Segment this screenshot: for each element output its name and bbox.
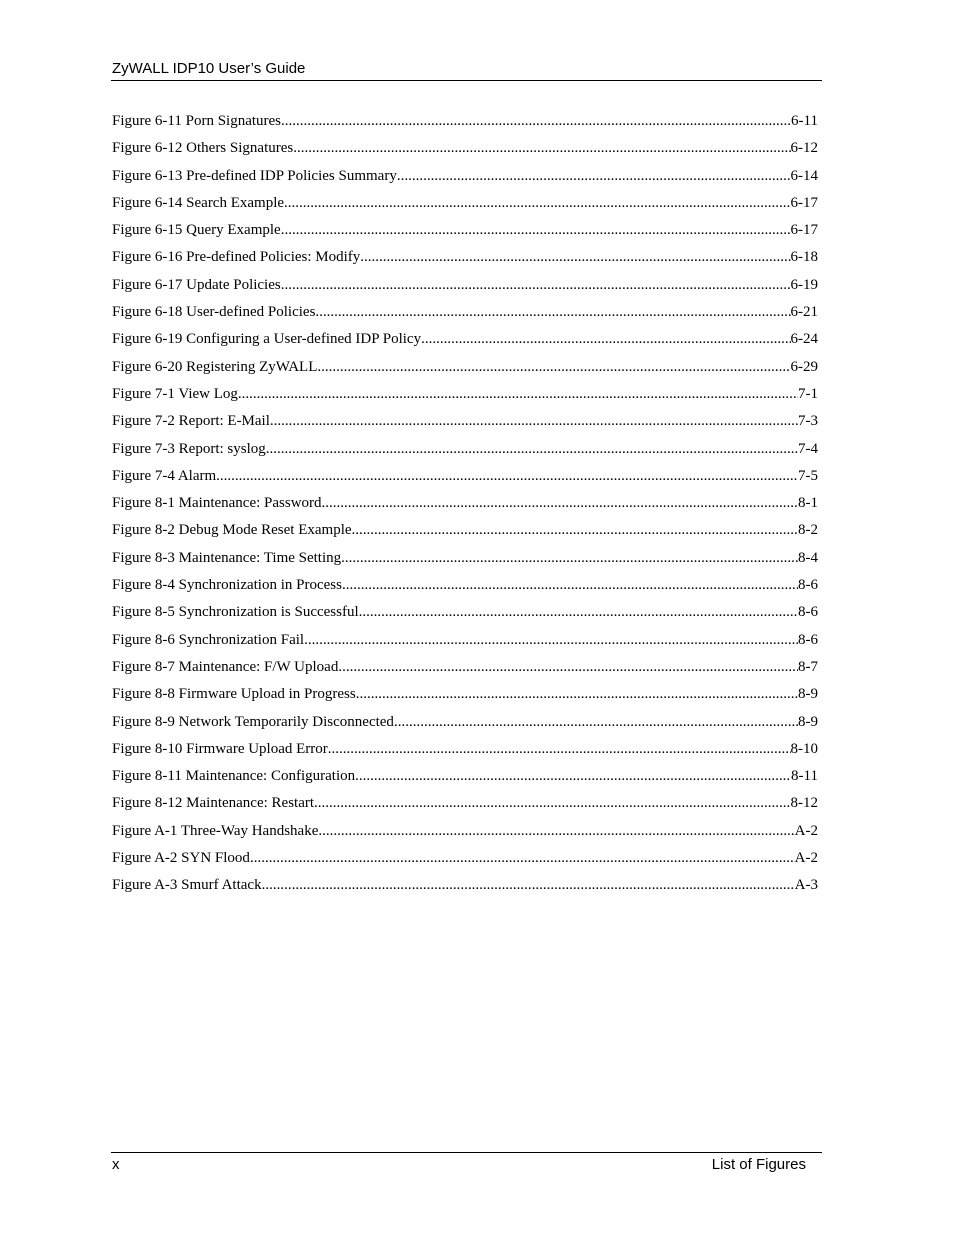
toc-entry-page: 8-6: [798, 631, 818, 648]
toc-entry-page: 8-10: [790, 740, 818, 757]
dot-leader: [352, 520, 798, 540]
toc-entry-title: Figure 8-6 Synchronization Fail: [112, 631, 305, 648]
toc-entry-page: 7-1: [798, 385, 818, 402]
dot-leader: [338, 657, 798, 677]
toc-entry-title: Figure 6-19 Configuring a User-defined IDP Policy: [112, 331, 422, 348]
dot-leader: [342, 575, 798, 595]
dot-leader: [262, 875, 795, 895]
toc-entry-page: 8-2: [798, 522, 818, 539]
toc-entry-page: 8-12: [790, 795, 818, 812]
page-number: x: [112, 1156, 120, 1173]
toc-entry-title: Figure 7-4 Alarm: [112, 467, 217, 484]
footer-divider: [111, 1152, 822, 1153]
dot-leader: [270, 411, 798, 431]
dot-leader: [341, 548, 798, 568]
toc-entry-page: 6-24: [790, 331, 818, 348]
toc-entry-page: 7-3: [798, 413, 818, 430]
toc-entry-title: Figure 8-5 Synchronization is Successful: [112, 604, 359, 621]
toc-entry[interactable]: [112, 138, 818, 165]
toc-entry-title: Figure 6-13 Pre-defined IDP Policies Summary: [112, 167, 397, 184]
dot-leader: [356, 684, 798, 704]
toc-entry-title: Figure 8-12 Maintenance: Restart: [112, 795, 315, 812]
dot-leader: [397, 166, 791, 186]
toc-entry-page: 7-4: [798, 440, 818, 457]
toc-entry-page: 6-11: [791, 113, 818, 129]
toc-entry[interactable]: [112, 848, 818, 875]
dot-leader: [394, 712, 798, 732]
dot-leader: [281, 220, 791, 240]
dot-leader: [328, 739, 791, 759]
dot-leader: [284, 193, 790, 213]
toc-entry-title: Figure 6-18 User-defined Policies: [112, 304, 316, 321]
toc-entry-page: 8-6: [798, 604, 818, 621]
footer-section-title: List of Figures: [711, 1156, 806, 1173]
toc-entry-page: 7-5: [798, 467, 818, 484]
dot-leader: [250, 848, 795, 868]
toc-entry-title: Figure 6-14 Search Example: [112, 194, 285, 211]
toc-entry-title: Figure 6-12 Others Signatures: [112, 140, 294, 157]
toc-entry-title: Figure 7-3 Report: syslog: [112, 440, 266, 457]
toc-entry[interactable]: [112, 466, 818, 493]
toc-entry-title: Figure 6-20 Registering ZyWALL: [112, 358, 318, 375]
dot-leader: [318, 821, 794, 841]
toc-entry-page: 6-14: [790, 167, 818, 184]
toc-entry-page: 6-21: [790, 304, 818, 321]
dot-leader: [314, 793, 790, 813]
toc-entry-page: 6-12: [790, 140, 818, 157]
dot-leader: [281, 275, 791, 295]
toc-entry-page: 6-29: [790, 358, 818, 375]
toc-entry[interactable]: [112, 684, 818, 711]
dot-leader: [322, 493, 798, 513]
dot-leader: [304, 630, 798, 650]
toc-entry[interactable]: [112, 329, 818, 356]
toc-entry-title: Figure 8-4 Synchronization in Process: [112, 577, 342, 594]
toc-entry-title: Figure 8-9 Network Temporarily Disconnected: [112, 713, 394, 730]
dot-leader: [293, 138, 790, 158]
toc-entry[interactable]: [112, 193, 818, 220]
toc-entry-page: 6-17: [790, 194, 818, 211]
dot-leader: [359, 602, 798, 622]
toc-entry-page: 8-9: [798, 713, 818, 730]
toc-entry[interactable]: [112, 302, 818, 329]
toc-entry[interactable]: [112, 712, 818, 739]
toc-entry-title: Figure 6-15 Query Example: [112, 222, 281, 239]
toc-entry-title: Figure 7-2 Report: E-Mail: [112, 413, 270, 430]
toc-entry-title: Figure 8-3 Maintenance: Time Setting: [112, 549, 342, 566]
toc-entry-title: Figure A-1 Three-Way Handshake: [112, 822, 319, 839]
toc-entry-page: A-2: [794, 850, 818, 867]
dot-leader: [315, 302, 790, 322]
dot-leader: [421, 329, 790, 349]
dot-leader: [281, 111, 791, 131]
toc-entry[interactable]: [112, 357, 818, 384]
toc-entry[interactable]: [112, 493, 818, 520]
dot-leader: [238, 384, 798, 404]
dot-leader: [360, 247, 790, 267]
toc-entry-page: 8-1: [798, 495, 818, 512]
toc-entry-page: A-3: [794, 877, 818, 894]
header-divider: [111, 80, 822, 81]
dot-leader: [317, 357, 790, 377]
toc-entry-title: Figure 7-1 View Log: [112, 385, 238, 402]
toc-entry-page: 6-17: [790, 222, 818, 239]
toc-entry[interactable]: [112, 384, 818, 411]
toc-entry-title: Figure 6-17 Update Policies: [112, 276, 281, 293]
toc-entry-title: Figure 8-10 Firmware Upload Error: [112, 740, 328, 757]
list-of-figures: [112, 111, 818, 903]
toc-entry-page: 6-18: [790, 249, 818, 266]
running-header-title: ZyWALL IDP10 User’s Guide: [112, 60, 306, 77]
toc-entry-page: A-2: [794, 822, 818, 839]
toc-entry-title: Figure 8-2 Debug Mode Reset Example: [112, 522, 352, 539]
toc-entry[interactable]: [112, 548, 818, 575]
dot-leader: [266, 439, 798, 459]
toc-entry[interactable]: [112, 875, 818, 902]
toc-entry[interactable]: [112, 520, 818, 547]
toc-entry[interactable]: [112, 575, 818, 602]
toc-entry[interactable]: [112, 111, 818, 138]
toc-entry-title: Figure 6-11 Porn Signatures: [112, 113, 282, 129]
toc-entry[interactable]: [112, 739, 818, 766]
toc-entry[interactable]: [112, 220, 818, 247]
dot-leader: [355, 766, 791, 786]
toc-entry-title: Figure 8-1 Maintenance: Password: [112, 495, 322, 512]
toc-entry[interactable]: [112, 166, 818, 193]
toc-entry-page: 6-19: [790, 276, 818, 293]
dot-leader: [216, 466, 798, 486]
toc-entry-title: Figure A-3 Smurf Attack: [112, 877, 262, 894]
toc-entry[interactable]: [112, 630, 818, 657]
toc-entry[interactable]: [112, 793, 818, 820]
toc-entry-page: 8-4: [798, 549, 818, 566]
toc-entry[interactable]: [112, 439, 818, 466]
toc-entry-title: Figure 8-11 Maintenance: Configuration: [112, 768, 356, 785]
toc-entry[interactable]: [112, 602, 818, 629]
toc-entry-page: 8-11: [791, 768, 818, 785]
toc-entry-title: Figure 6-16 Pre-defined Policies: Modify: [112, 249, 361, 266]
toc-entry[interactable]: [112, 275, 818, 302]
toc-entry-page: 8-7: [798, 658, 818, 675]
toc-entry[interactable]: [112, 657, 818, 684]
toc-entry[interactable]: [112, 411, 818, 438]
toc-entry[interactable]: [112, 766, 818, 793]
toc-entry[interactable]: [112, 821, 818, 848]
toc-entry[interactable]: [112, 247, 818, 274]
toc-entry-page: 8-6: [798, 577, 818, 594]
toc-entry-page: 8-9: [798, 686, 818, 703]
toc-entry-title: Figure 8-7 Maintenance: F/W Upload: [112, 658, 339, 675]
toc-entry-title: Figure A-2 SYN Flood: [112, 850, 250, 867]
toc-entry-title: Figure 8-8 Firmware Upload in Progress: [112, 686, 356, 703]
